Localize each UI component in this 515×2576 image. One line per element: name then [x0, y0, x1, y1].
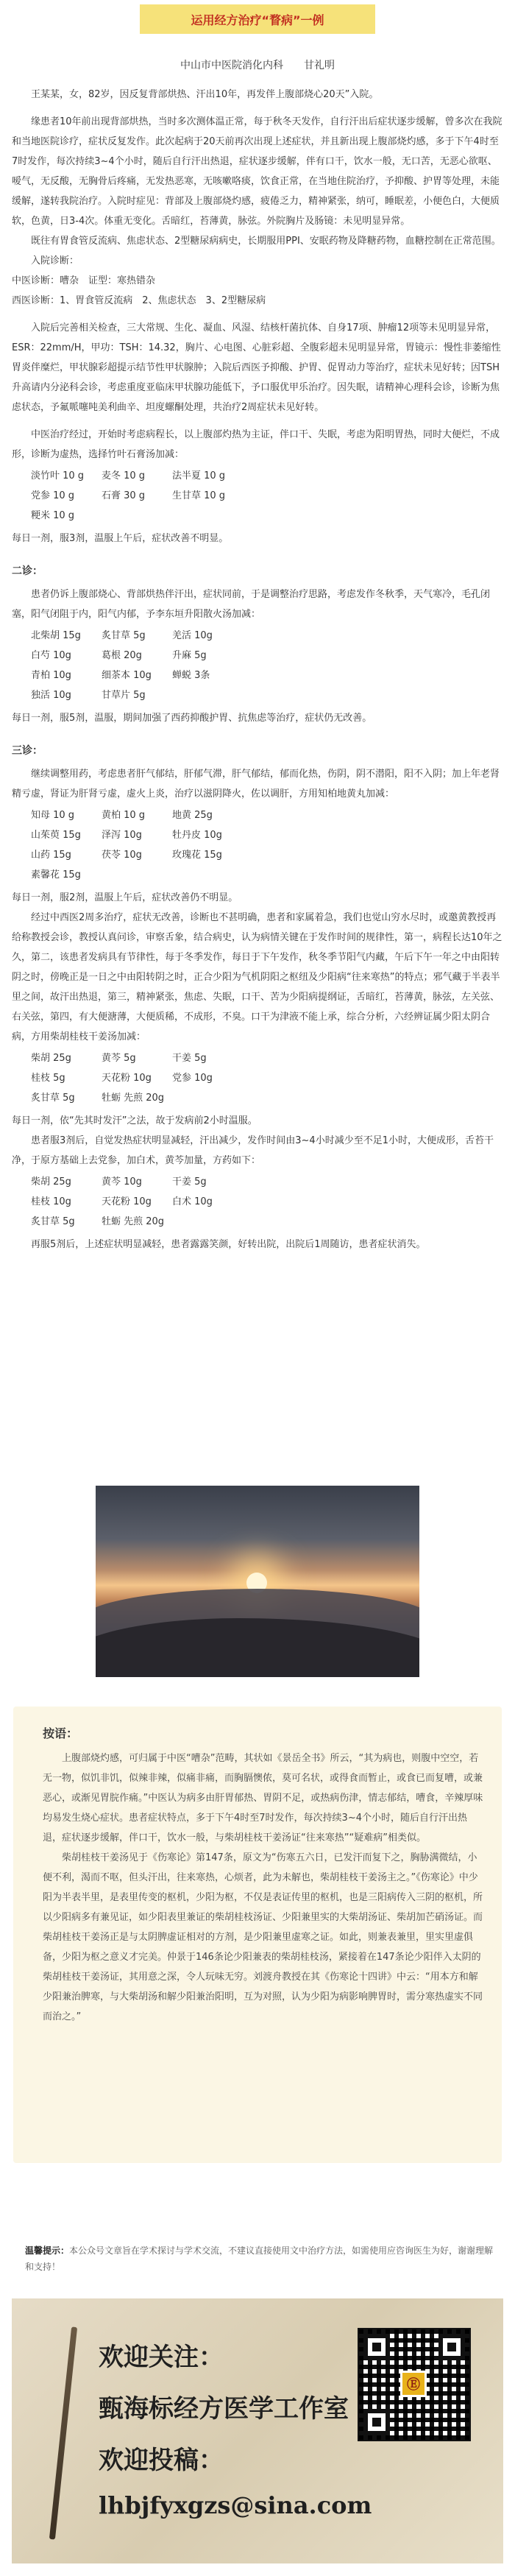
case-intro: 王某某，女，82岁，因反复背部烘热、汗出10年，再发伴上腹部烧心20天”入院。 — [31, 89, 379, 100]
herb-item: 羌活 10g — [172, 630, 213, 641]
herb-item: 蝉蜕 3条 — [172, 670, 210, 681]
herb-item: 黄芩 5g — [102, 1053, 136, 1064]
prescription-3-note: 每日一剂，服2剂，温服上午后，症状改善仍不明显。 — [12, 892, 238, 903]
submission-label: 欢迎投稿： — [99, 2446, 224, 2475]
footer-promo-card — [12, 2298, 503, 2563]
herb-item: 白术 10g — [172, 1196, 213, 1207]
herb-item: 泽泻 10g — [102, 830, 142, 841]
commentary-text — [43, 1748, 486, 2146]
herb-item: 黄柏 10 g — [102, 810, 146, 821]
herb-item: 茯苓 10g — [102, 850, 142, 861]
third-visit-heading: 三诊： — [12, 745, 43, 757]
prescription-2-note: 每日一剂，服5剂，温服，期间加强了西药抑酸护胃、抗焦虑等治疗，症状仍无改善。 — [12, 713, 372, 724]
author-byline: 中山市中医院消化内科 甘礼明 — [180, 60, 335, 71]
western-diagnosis: 西医诊断：1、胃食管反流病 2、焦虑状态 3、2型糖尿病 — [12, 295, 266, 306]
submission-email[interactable]: lhbjfyxgzs@sina.com — [99, 2491, 372, 2519]
expert-reflection: 经过中西医2周多治疗，症状无改善，诊断也不甚明确，患者和家属着急，我们也觉山穷水尽时，或邀黄教授再给称教授会诊，教授认真问诊，审察舌象，结合病史，认为病情关键在于发作时间的规律性，第一，病程长达10年之久，第二，该患者发病具有节律性，每于冬季发作，每日于下午发作，秋冬季节阳气内藏，午后下午一年之中由阳转阴之时，傍晚正是一日之中由阳转阴之时，正合少阳为气机阴阳之枢纽及少阳病“往来寒热”的特点；邪气藏于半表半里之间，故汗出热退，第三，精神紧张，焦虑、失眠，口干、苦为少阳病提纲证，舌暗红，苔薄黄，脉弦，左关弦、右关弦，第四，有大便溏薄，大便质稀，不成形，不臭。口干为津液不能上承，综合分析，六经辨证属少阳太阴合病，方用柴胡桂枝干姜汤加减： — [12, 912, 502, 1042]
second-visit-heading: 二诊： — [12, 565, 43, 577]
herb-item: 天花粉 10g — [102, 1196, 152, 1207]
herb-item: 升麻 5g — [172, 650, 207, 661]
studio-name: 甄海标经方医学工作室 — [99, 2394, 349, 2424]
herb-item: 桂枝 10g — [31, 1196, 71, 1207]
herb-item: 生甘草 10 g — [172, 490, 226, 501]
admission-diagnosis-heading: 入院诊断： — [31, 255, 79, 267]
herb-item: 炙甘草 5g — [102, 630, 146, 641]
article-title: 运用经方治疗“瞀病”一例 — [191, 13, 324, 27]
herb-item: 牡丹皮 10g — [172, 830, 222, 841]
herb-item: 甘草片 5g — [102, 690, 146, 701]
tcm-course: 中医治疗经过，开始时考虑病程长，以上腹部灼热为主证，伴口干、失眠，考虑为阳明胃热，同时大便烂，不成形，诊断为虚热，选择竹叶石膏汤加减： — [12, 429, 500, 460]
article-title-banner — [140, 4, 375, 34]
third-visit-text: 继续调整用药，考虑患者肝气郁结，肝郁气滞，肝气郁结，郁而化热，伤阴，阴不潜阳，阳不入阴；加上年老肾精亏虚，肾证为肝肾亏虚，虚火上炎，治疗以滋阴降火，佐以调肝，方用知柏地黄丸加减： — [12, 769, 500, 800]
commentary-paragraph: 上腹部烧灼感，可归属于中医“嘈杂”范畴，其状如《景岳全书》所云，“其为病也，则腹中空空，若无一物，似饥非饥，似辣非辣，似痛非痛，而胸膈懊侬，莫可名状，或得食而暂止，或食已而复嘈，或兼恶心，或渐见胃脘作痛。”中医认为病多由肝胃郁热、胃阴不足，或热病伤津，情志郁结，嘈食，辛辣厚味均易发生烧心症状。患者症状特点，多于下午4时至7时发作，每次持续3~4个小时，随后自行汗出热退，症状逐步缓解，伴口干，饮水一般，与柴胡桂枝干姜汤证“往来寒热”“疑难病”相类似。 — [43, 1753, 483, 1843]
prescription-4-note: 每日一剂，依“先其时发汗”之法，故于发病前2小时温服。 — [12, 1115, 258, 1126]
herb-item: 牡蛎 先煎 20g — [102, 1216, 165, 1227]
herb-item: 地黄 25g — [172, 810, 213, 821]
prescription-4 — [31, 1048, 503, 1108]
herb-item: 牡蛎 先煎 20g — [102, 1093, 165, 1104]
herb-item: 葛根 20g — [102, 650, 142, 661]
follow-label: 欢迎关注： — [99, 2343, 224, 2372]
commentary-box — [13, 1707, 502, 2163]
prescription-3 — [31, 805, 503, 885]
fourth-visit-text: 患者服3剂后，自觉发热症状明显减轻，汗出减少，发作时间由3~4小时减少至不足1小时，大便成形，舌苔干净，于原方基础上去党参，加白术，黄芩加量，方药如下： — [12, 1135, 494, 1166]
herb-item: 石膏 30 g — [102, 490, 146, 501]
pencil-decoration — [49, 2326, 77, 2539]
herb-item: 山茱萸 15g — [31, 830, 81, 841]
herb-item: 党参 10g — [172, 1073, 213, 1084]
herb-item: 干姜 5g — [172, 1176, 207, 1188]
herb-item: 山药 15g — [31, 850, 71, 861]
qr-code[interactable] — [358, 2328, 471, 2441]
case-history: 缘患者10年前出现背部烘热，当时多次测体温正常，每于秋冬天发作，自行汗出后症状逐步缓解，曾多次在我院和当地医院诊疗，症状反复发作。此次起病于20天前再次出现上述症状，并且新出现上腹部烧灼感，多于下午4时至7时发作，每次持续3~4个小时，随后自行汗出热退，症状逐步缓解，伴有口干，饮水一般，无口苦，无恶心欲呕、嗳气，无反酸，无胸骨后疼痛，无发热恶寒，无咳嗽咯痰，饮食正常，在当地住院治疗，予抑酸、护胃等处理，未能缓解，遂转我院治疗。入院时症见：背部及上腹部烧灼感，疲倦乏力，精神紧张，纳可，睡眠差，小便色白，大便质软，色黄，日3-4次。体重无变化。舌暗红，苔薄黄，脉弦。外院胸片及肠镜：未见明显异常。 — [12, 116, 502, 227]
qr-logo-icon: Ⓔ — [400, 2371, 427, 2397]
herb-item: 白芍 10g — [31, 650, 71, 661]
herb-item: 青柏 10g — [31, 670, 71, 681]
herb-item: 炙甘草 5g — [31, 1216, 75, 1227]
herb-item: 细茶本 10g — [102, 670, 152, 681]
herb-item: 党参 10 g — [31, 490, 75, 501]
herb-item: 天花粉 10g — [102, 1073, 152, 1084]
disclaimer-tip — [25, 2242, 496, 2275]
herb-item: 炙甘草 5g — [31, 1093, 75, 1104]
herb-item: 桂枝 5g — [31, 1073, 65, 1084]
case-past-history: 既往有胃食管反流病、焦虑状态、2型糖尿病病史，长期服用PPI、安眠药物及降糖药物，血糖控制在正常范围。 — [31, 236, 501, 247]
herb-item: 柴胡 25g — [31, 1176, 71, 1188]
herb-item: 法半夏 10 g — [172, 470, 226, 481]
herb-item: 独活 10g — [31, 690, 71, 701]
herb-item: 素馨花 15g — [31, 869, 81, 881]
tip-text: 本公众号文章旨在学术探讨与学术交流，不建议直接使用文中治疗方法，如需使用应咨询医生为好，谢谢理解和支持！ — [25, 2245, 494, 2272]
herb-item: 知母 10 g — [31, 810, 75, 821]
qr-finder-pattern — [363, 2409, 390, 2435]
herb-item: 北柴胡 15g — [31, 630, 81, 641]
tip-label: 温馨提示： — [25, 2245, 70, 2256]
commentary-heading: 按语： — [43, 1726, 79, 1740]
herb-item: 淡竹叶 10 g — [31, 470, 85, 481]
qr-finder-pattern — [363, 2334, 390, 2360]
exam-results: 入院后完善相关检查，三大常规、生化、凝血、风湿、结核杆菌抗体、自身17项、肿瘤12项等未见明显异常，ESR：22mm/H，甲功：TSH：14.32，胸片、心电图、心脏彩超、全腹彩超未见明显异常，胃镜示：慢性非萎缩性胃炎伴糜烂，甲状腺彩超提示结节性甲状腺肿；入院后西医予抑酸、护胃、促胃动力等治疗，症状未见好转；因TSH升高请内分泌科会诊，考虑重度亚临床甲状腺功能低下，予口服优甲乐治疗。因失眠，请精神心理科会诊，诊断为焦虑状态，予氟哌噻吨美利曲辛、坦度螺酮处理，共治疗2周症状未见好转。 — [12, 322, 501, 413]
prescription-1-note: 每日一剂，服3剂，温服上午后，症状改善不明显。 — [12, 533, 229, 544]
second-visit-text: 患者仍诉上腹部烧心、背部烘热伴汗出，症状同前，于是调整治疗思路，考虑发作冬秋季，天气寒冷，毛孔闭塞，阳气闭阻于内，阳气内郁，予李东垣升阳散火汤加减： — [12, 589, 491, 620]
case-report-body — [12, 85, 503, 1483]
tcm-diagnosis: 中医诊断：嘈杂 证型：寒热错杂 — [12, 275, 156, 286]
prescription-2 — [31, 626, 503, 705]
commentary-paragraph: 柴胡桂枝干姜汤见于《伤寒论》第147条，原文为“伤寒五六日，已发汗而复下之，胸胁满微结，小便不利，渴而不呕，但头汗出，往来寒热，心烦者，此为未解也，柴胡桂枝干姜汤主之。”《伤寒论》中少阳为半表半里，是表里传变的枢机，少阳为枢，不仅是表证传里的枢机，也是三阳病传入三阴的枢机，所以少阳病多有兼见证，如少阳表里兼证的柴胡桂枝汤证、少阳兼里实的大柴胡汤证、柴胡加芒硝汤证。而柴胡桂枝干姜汤正是与太阴脾虚证相对的方剂，是少阳兼里虚寒之证。如此，则兼表兼里，里实里虚俱备，少阳为枢之意义才完美。仲景于146条论少阳兼表的柴胡桂枝汤，紧接着在147条论少阳伴入太阴的柴胡桂枝干姜汤证，其用意之深，令人玩味无穷。刘渡舟教授在其《伤寒论十四讲》中云：“用本方和解少阳兼治脾寒，与大柴胡汤和解少阳兼治阳明，互为对照，认为少阳为病影响脾胃时，需分寒热虚实不同而治之。” — [43, 1852, 483, 2022]
herb-item: 柴胡 25g — [31, 1053, 71, 1064]
mountain-ridge-near — [96, 1618, 419, 1677]
prescription-5 — [31, 1172, 503, 1232]
herb-item: 麦冬 10 g — [102, 470, 146, 481]
herb-item: 干姜 5g — [172, 1053, 207, 1064]
sunset-mountain-photo — [96, 1486, 419, 1677]
case-outcome: 再服5剂后，上述症状明显减轻，患者露露笑颜，好转出院，出院后1周随访，患者症状消失。 — [31, 1239, 426, 1250]
qr-finder-pattern — [438, 2334, 465, 2360]
herb-item: 玫瑰花 15g — [172, 850, 222, 861]
prescription-1 — [31, 466, 503, 526]
herb-item: 粳米 10 g — [31, 510, 75, 521]
herb-item: 黄芩 10g — [102, 1176, 142, 1188]
